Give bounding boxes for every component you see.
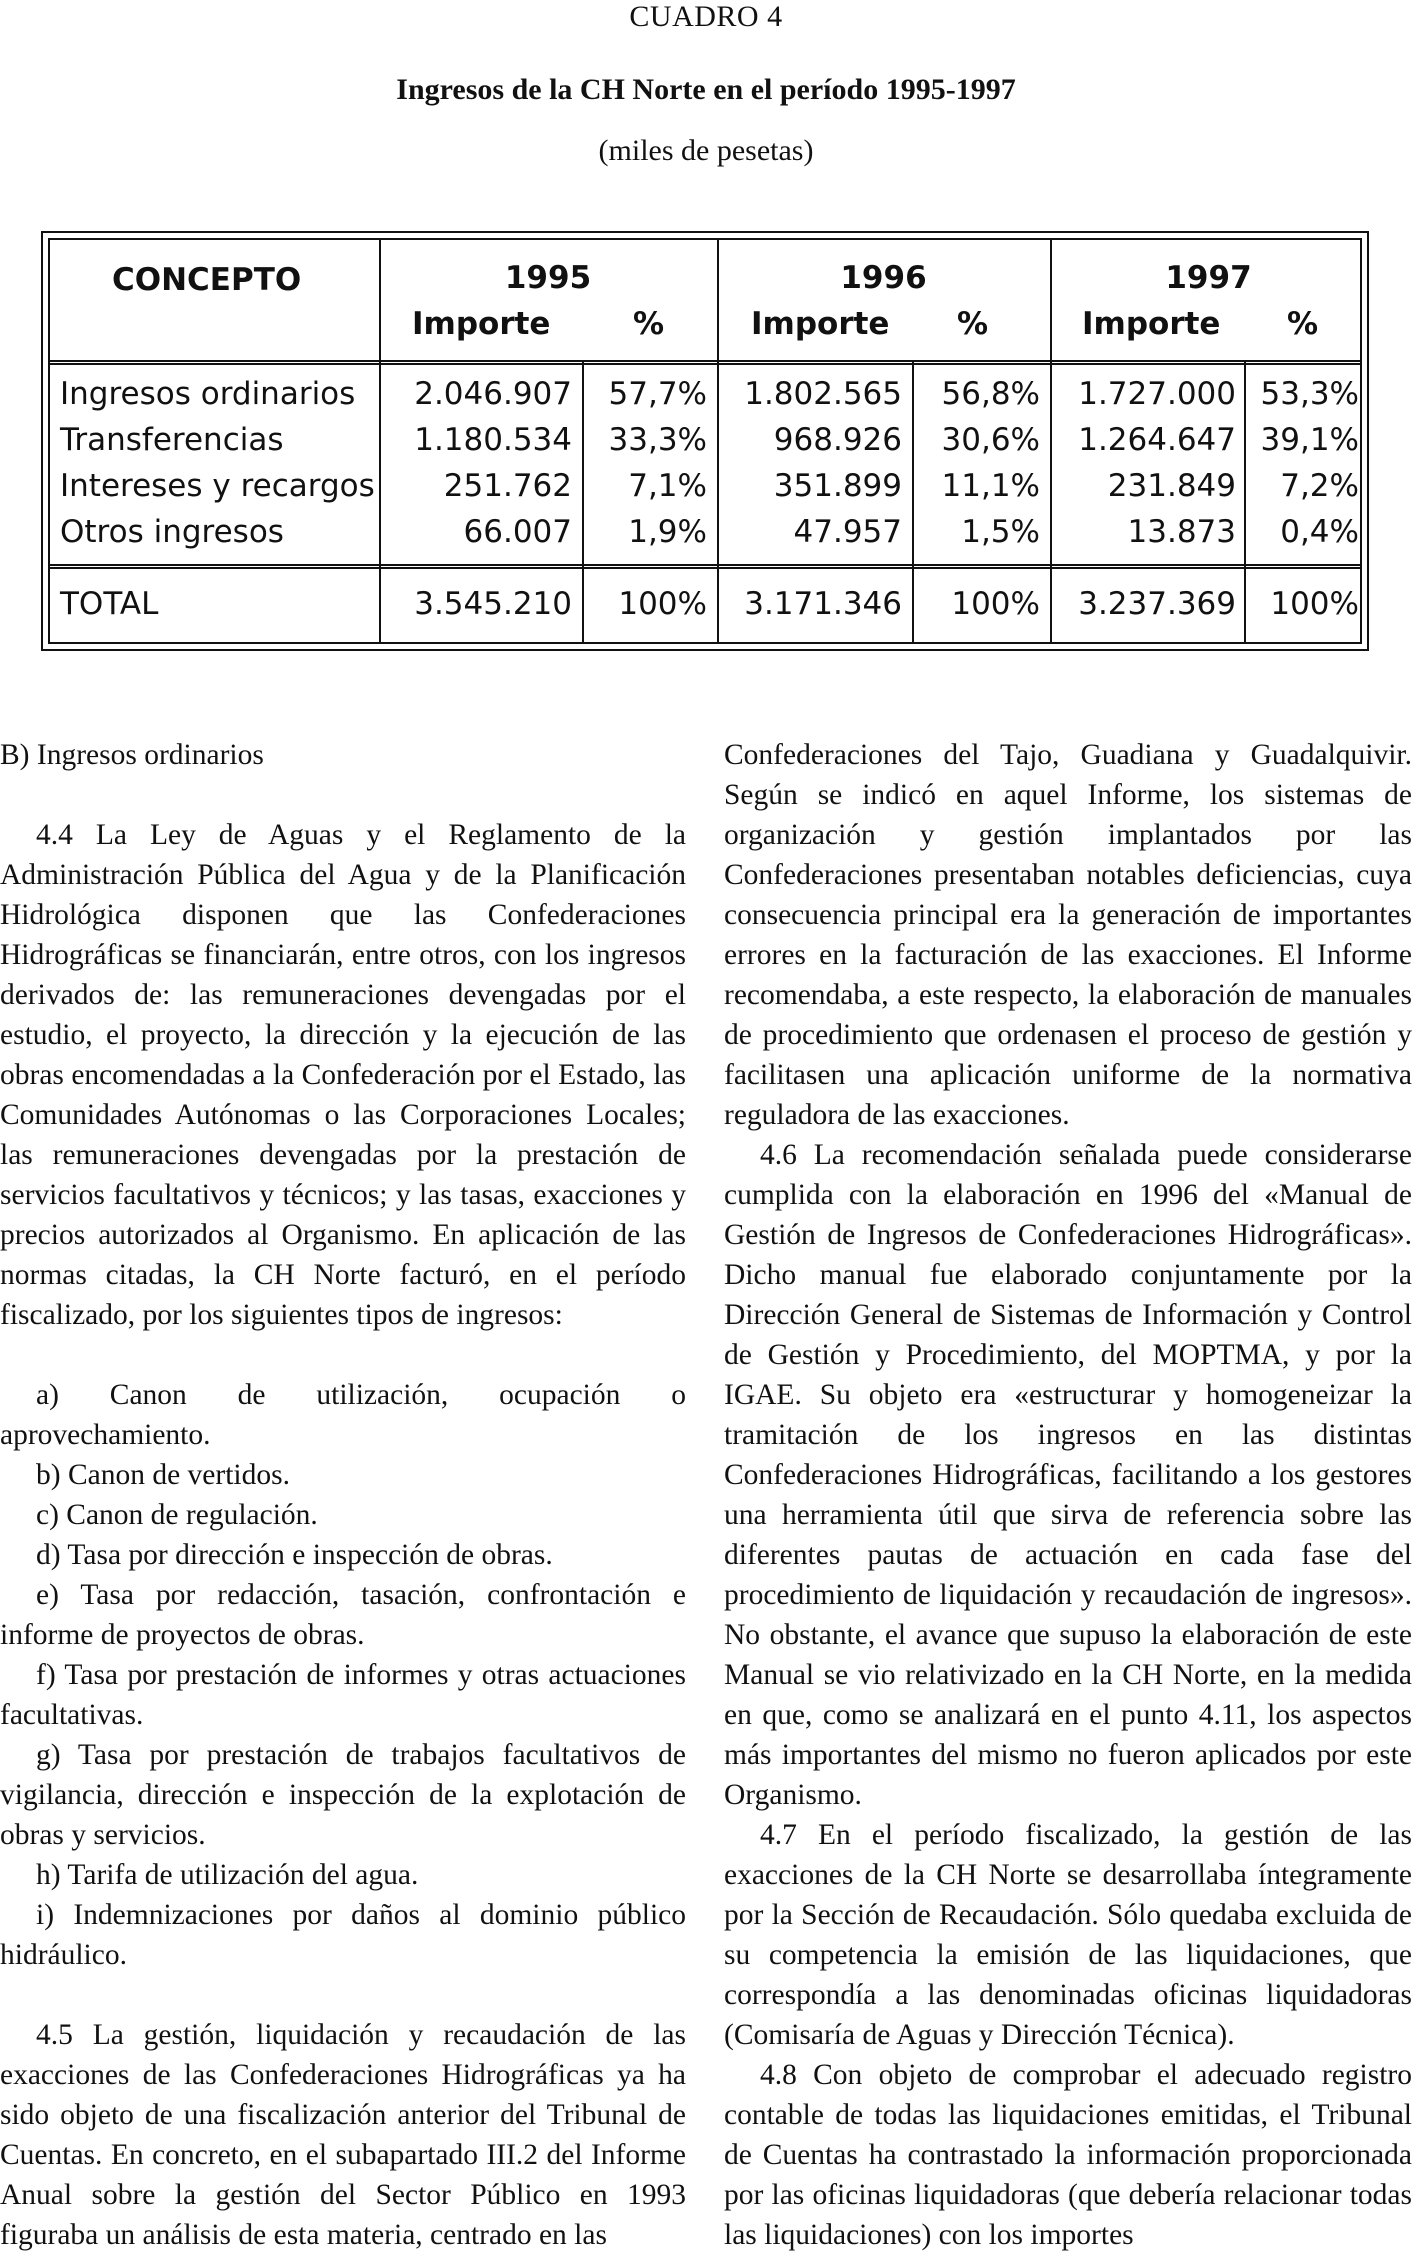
total-pct-1996: 100% [951,586,1040,622]
total-pct-1995: 100% [618,586,707,622]
row-importe-1995: 251.762 [443,468,572,504]
list-item: b) Canon de vertidos. [36,1459,290,1491]
importe-header: Importe [1082,306,1221,342]
concepto-header: CONCEPTO [112,262,302,298]
list-item: d) Tasa por dirección e inspección de obras. [36,1539,553,1571]
row-pct-1997: 7,2% [1280,468,1359,504]
row-concepto: Otros ingresos [60,514,284,550]
row-importe-1995: 66.007 [463,514,572,550]
list-item: i) Indemnizaciones por daños al dominio público hidráulico. [0,1899,686,1971]
list-item: c) Canon de regulación. [36,1499,318,1531]
row-importe-1996: 1.802.565 [744,376,902,412]
row-pct-1995: 7,1% [628,468,707,504]
row-pct-1997: 39,1% [1260,422,1359,458]
row-importe-1997: 13.873 [1127,514,1236,550]
cuadro-label: CUADRO 4 [629,0,783,33]
row-importe-1997: 1.264.647 [1078,422,1236,458]
row-concepto: Ingresos ordinarios [60,376,356,412]
row-concepto: Transferencias [60,422,284,458]
total-concepto: TOTAL [60,586,159,622]
paragraph-4-8: 4.8 Con objeto de comprobar el adecuado registro contable de todas las liquidaciones emitidas, el Tribunal de Cuentas ha contrastado la información proporcionada por las oficinas liquidadoras (que debería relacionar todas las liquidaciones) con los importes [724,2059,1412,2251]
row-concepto: Intereses y recargos [60,468,375,504]
row-pct-1996: 56,8% [941,376,1040,412]
year-header-1997: 1997 [1165,260,1252,296]
row-pct-1995: 1,9% [628,514,707,550]
row-pct-1997: 53,3% [1260,376,1359,412]
total-pct-1997: 100% [1270,586,1359,622]
row-pct-1995: 57,7% [608,376,707,412]
year-header-1995: 1995 [504,260,592,296]
total-importe-1996: 3.171.346 [744,586,902,622]
header-divider [50,360,1360,365]
row-pct-1996: 30,6% [941,422,1040,458]
pct-header: % [633,306,665,342]
paragraph-4-7: 4.7 En el período fiscalizado, la gestión de las exacciones de la CH Norte se desarrollaba íntegramente por la Sección de Recaudación. Sólo quedaba excluida de su competencia la emisión de las liquidaciones, que correspondía a las denominadas oficinas liquidadoras (Comisaría de Aguas y Dirección Técnica). [724,1819,1412,2051]
row-pct-1996: 11,1% [941,468,1040,504]
right-column [724,735,1412,2255]
list-item: g) Tasa por prestación de trabajos facultativos de vigilancia, dirección e inspección de la explotación de obras y servicios. [0,1739,686,1851]
importe-header: Importe [751,306,890,342]
table-title: Ingresos de la CH Norte en el período 1995-1997 [396,73,1016,106]
income-table-inner [48,238,1362,644]
paragraph-4-6: 4.6 La recomendación señalada puede considerarse cumplida con la elaboración en 1996 del «Manual de Gestión de Ingresos de Confederaciones Hidrográficas». Dicho manual fue elaborado conjuntamente por la Dirección General de Sistemas de Información y Control de Gestión y Procedimiento, del MOPTMA, y por la IGAE. Su objeto era «estructurar y homogeneizar la tramitación de los ingresos en las distintas Confederaciones Hidrográficas, facilitando a los gestores una herramienta útil que sirva de referencia sobre las diferentes pautas de actuación en cada fase del procedimiento de liquidación y recaudación de ingresos». No obstante, el avance que supuso la elaboración de este Manual se vio relativizado en la CH Norte, en la medida en que, como se analizará en el punto 4.11, los aspectos más importantes del mismo no fueron aplicados por este Organismo. [724,1139,1412,1811]
list-item: a) Canon de utilización, ocupación o aprovechamiento. [0,1379,686,1451]
year-header-1996: 1996 [840,260,927,296]
total-divider [50,564,1360,569]
importe-header: Importe [412,306,551,342]
income-table [41,231,1369,651]
section-heading: B) Ingresos ordinarios [0,739,264,771]
list-item: e) Tasa por redacción, tasación, confrontación e informe de proyectos de obras. [0,1579,686,1651]
row-importe-1995: 2.046.907 [414,376,572,412]
pct-header: % [957,306,989,342]
row-importe-1997: 1.727.000 [1078,376,1236,412]
row-importe-1996: 351.899 [773,468,902,504]
list-item: h) Tarifa de utilización del agua. [36,1859,419,1891]
row-importe-1996: 968.926 [773,422,902,458]
pct-header: % [1287,306,1319,342]
table-subtitle: (miles de pesetas) [598,134,814,167]
left-column [0,735,686,2255]
paragraph-4-5: 4.5 La gestión, liquidación y recaudación de las exacciones de las Confederaciones Hidrográficas ya ha sido objeto de una fiscalización anterior del Tribunal de Cuentas. En concreto, en el subapartado III.2 del Informe Anual sobre la gestión del Sector Público en 1993 figuraba un análisis de esta materia, centrado en las [0,2019,686,2251]
paragraph-4-4: 4.4 La Ley de Aguas y el Reglamento de la Administración Pública del Agua y de la Planificación Hidrológica disponen que las Confederaciones Hidrográficas se financiarán, entre otros, con los ingresos derivados de: las remuneraciones devengadas por el estudio, el proyecto, la dirección y la ejecución de las obras encomendadas a la Confederación por el Estado, las Comunidades Autónomas o las Corporaciones Locales; las remuneraciones devengadas por la prestación de servicios facultativos y técnicos; y las tasas, exacciones y precios autorizados al Organismo. En aplicación de las normas citadas, la CH Norte facturó, en el período fiscalizado, por los siguientes tipos de ingresos: [0,819,686,1331]
total-importe-1997: 3.237.369 [1078,586,1236,622]
row-importe-1997: 231.849 [1107,468,1236,504]
paragraph-4-5-continued: Confederaciones del Tajo, Guadiana y Guadalquivir. Según se indicó en aquel Informe, los sistemas de organización y gestión implantados por las Confederaciones presentaban notables deficiencias, cuya consecuencia principal era la generación de importantes errores en la facturación de las exacciones. El Informe recomendaba, a este respecto, la elaboración de manuales de procedimiento que ordenasen el proceso de gestión y facilitasen una aplicación uniforme de la normativa reguladora de las exacciones. [724,739,1412,1131]
row-importe-1995: 1.180.534 [414,422,572,458]
list-item: f) Tasa por prestación de informes y otras actuaciones facultativas. [0,1659,686,1731]
row-pct-1995: 33,3% [608,422,707,458]
total-importe-1995: 3.545.210 [414,586,572,622]
row-pct-1997: 0,4% [1280,514,1359,550]
row-importe-1996: 47.957 [793,514,902,550]
row-pct-1996: 1,5% [961,514,1040,550]
